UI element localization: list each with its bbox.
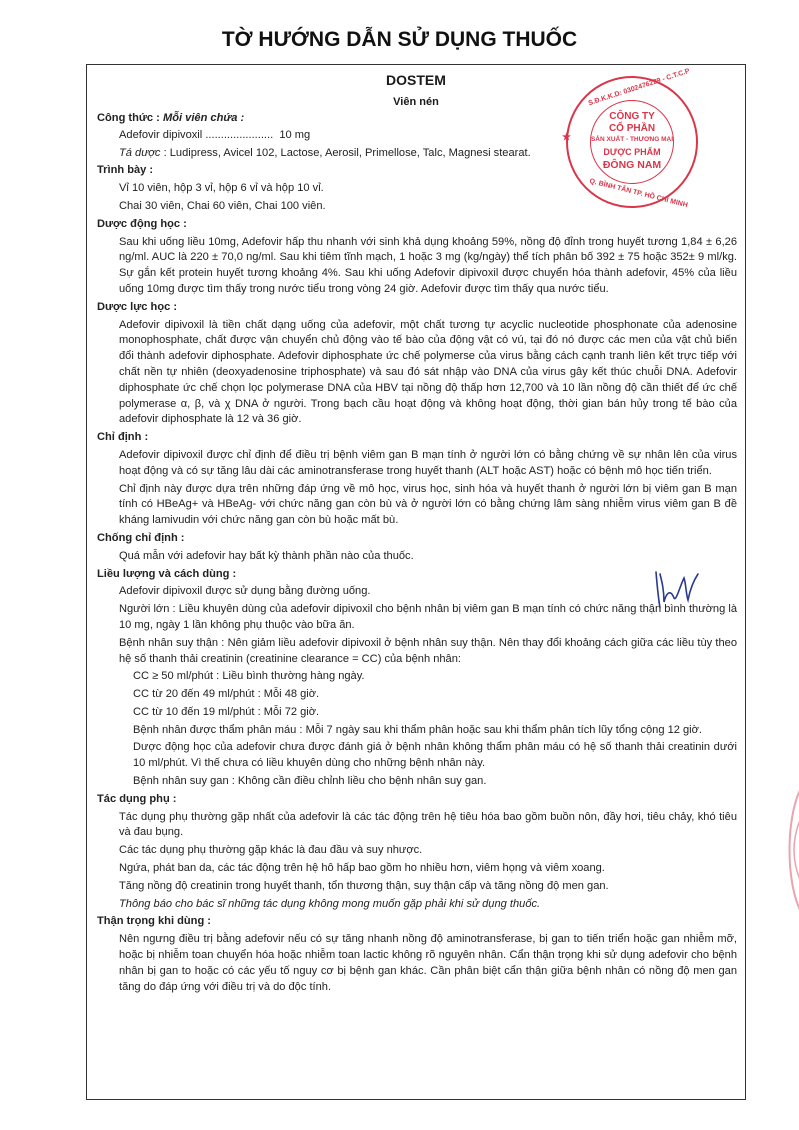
contraindications-text: Quá mẫn với adefovir hay bất kỳ thành phần nào của thuốc. (119, 549, 414, 562)
side-effects-paragraph-1: Tác dụng phụ thường gặp nhất của adefovir là các tác động trên hệ tiêu hóa bao gồm buồn nôn, đầy hơi, tiêu chảy, khó tiêu và đau bụng. (119, 810, 737, 839)
contraindications-heading: Chống chỉ định : (97, 531, 185, 544)
formula-heading-italic: Mỗi viên chứa : (162, 112, 245, 124)
formula-heading: Công thức : Mỗi viên chứa : (97, 112, 245, 124)
precautions-heading: Thận trọng khi dùng : (97, 915, 211, 928)
indications-paragraph-1: Adefovir dipivoxil được chỉ định để điều trị bệnh viêm gan B mạn tính ở người lớn có bằng chứng về sự nhân lên của virus hoạt động và có sự tăng lâu dài các aminotransferase trong huyết thanh (ALT hoặc AST) hoặc có bệnh mô học tiến triển. (119, 448, 737, 477)
excipients-label: Tá dược (119, 146, 161, 159)
precautions-text: Nên ngưng điều trị bằng adefovir nếu có sự tăng nhanh nồng độ aminotransferase, bị gan to tiến triển hoặc gan nhiễm mỡ, hoặc bị nhiễm toan chuyển hóa hoặc nhiễm toan lactic không rõ nguyên nhân. Cẩn thận trọng khi sử dụng adefovir cho bệnh nhân bị gan to hoặc có các yếu tố nguy cơ bị bệnh gan khác. Cần phân biệt cẩn thận giữa bệnh nhân có nồng độ men gan tăng do đáp ứng với điều trị và do độc tính. (119, 933, 737, 993)
indications-heading: Chỉ định : (97, 431, 149, 444)
side-effects-notice: Thông báo cho bác sĩ những tác dụng không mong muốn gặp phải khi sử dụng thuốc. (119, 897, 541, 910)
dosage-hepatic: Bệnh nhân suy gan : Không cần điều chỉnh liều cho bệnh nhân suy gan. (133, 775, 487, 788)
dosage-hemodialysis: Bệnh nhân được thẩm phân máu : Mỗi 7 ngày sau khi thẩm phân hoặc sau khi thẩm phân tích lũy tổng cộng 12 giờ. (133, 723, 703, 736)
packaging-heading: Trình bày : (97, 164, 154, 177)
signature-icon (650, 564, 700, 612)
ingredient-amount: 10 mg (279, 128, 311, 141)
dosage-pk-note: Dược động học của adefovir chưa được đánh giá ở bệnh nhân không thẩm phân máu có hệ số thanh thải creatinin dưới 10 ml/phút. Vì thế chưa có liều khuyên dùng cho những bệnh nhân này. (133, 741, 737, 770)
stamp-line-4: DƯỢC PHẨM (603, 147, 661, 157)
dosage-cc-2: CC từ 20 đến 49 ml/phút : Mỗi 48 giờ. (133, 688, 320, 701)
pharmacodynamics-text: Adefovir dipivoxil là tiền chất dạng uống của adefovir, một chất tương tự acyclic nucleotide phosphonate của adenosine monophosphate, chất được vận chuyển chủ động vào tế bào của động vật có vú, tại đó nó được các men của vật chủ biến đổi thành adefovir diphosphate. Adefovir diphosphate ức chế polymerse của virus bằng cách cạnh tranh liên kết trực tiếp với chất nền tự nhiên (deoxyadenosine triphosphate) và sau đó sát nhập vào DNA của virus gây kết thúc chuỗi DNA. Adefovir diphosphate ức chế chọn lọc polymerase DNA của HBV tại nồng độ thấp hơn 12,700 và 10 lần nồng độ cần thiết để ức chế polymerase α, β, và χ DNA ở người. Trong bạch cầu hoạt động và không hoạt động, thời gian bán hủy trong tế bào của adefovir diphosphate là 12 và 36 giờ. (119, 318, 737, 426)
dosage-renal: Bệnh nhân suy thận : Nên giảm liều adefovir dipivoxil ở bệnh nhân suy thận. Nên thay đổi khoảng cách giữa các liều tùy theo hệ số thanh thải creatinin (creatinine clearance = CC) của bệnh nhân: (119, 636, 737, 665)
stamp-star-icon: ★ (562, 132, 571, 143)
dosage-cc-3: CC từ 10 đến 19 ml/phút : Mỗi 72 giờ. (133, 705, 320, 718)
dosage-heading: Liều lượng và cách dùng : (97, 567, 237, 580)
stamp-line-3: SẢN XUẤT - THƯƠNG MẠI (590, 136, 674, 143)
indications-paragraph-2: Chỉ định này được dựa trên những đáp ứng về mô học, virus học, sinh hóa và huyết thanh ở người lớn bị viêm gan B mạn tính có HBeAg+ và HBeAg- với chức năng gan còn bù và ở người lớn có bằng chứng lâm sàng nhiễm virus viêm gan B đề kháng lamivudin với chức năng gan còn bù hoặc mất bù. (119, 482, 737, 527)
partial-stamp-edge-icon (780, 790, 799, 910)
excipients-list: : Ludipress, Avicel 102, Lactose, Aerosil, Primellose, Talc, Magnesi stearat. (160, 146, 531, 159)
company-stamp (562, 67, 698, 210)
pharmacodynamics-heading: Dược lực học : (97, 300, 178, 313)
side-effects-heading: Tác dụng phụ : (97, 792, 177, 805)
packaging-line-1: Vỉ 10 viên, hộp 3 vỉ, hộp 6 vỉ và hộp 10 vỉ. (119, 182, 324, 195)
leaflet-content (97, 109, 737, 995)
stamp-line-1: CÔNG TY (609, 111, 655, 122)
dosage-paragraph-1: Adefovir dipivoxil được sử dụng bằng đường uống. (119, 585, 371, 598)
pharmacokinetics-text: Sau khi uống liều 10mg, Adefovir hấp thu nhanh với sinh khả dụng khoảng 59%, nồng độ đỉnh trong huyết tương 1,84 ± 6,26 ng/ml. AUC là 220 ± 70,0 ng/ml. Sau khi tiêm tĩnh mạch, 1 hoặc 3 mg (kg/ngày) thể tích phân bố 392 ± 75 hoặc 352± 9 ml/kg. Sự gắn kết protein huyết tương khoảng 4%. Sau khi uống Adefovir dipivoxil được chuyển hóa thành adefovir, 45% của liều uống 10mg được tìm thấy trong nước tiểu trong vòng 24 giờ. Adefovir được tìm thấy qua nước tiểu. (119, 235, 737, 295)
dosage-adults: Người lớn : Liều khuyên dùng của adefovir dipivoxil cho bệnh nhân bị viêm gan B mạn tính có chức năng thận bình thường là 10 mg, ngày 1 lần không phụ thuộc vào bữa ăn. (119, 603, 737, 631)
ingredient-name: Adefovir dipivoxil (119, 128, 203, 141)
ingredient-dots: ...................... (205, 128, 274, 141)
side-effects-paragraph-3: Ngứa, phát ban da, các tác động trên hệ hô hấp bao gồm ho nhiều hơn, viêm họng và viêm xoang. (119, 862, 605, 875)
dosage-cc-1: CC ≥ 50 ml/phút : Liều bình thường hàng ngày. (133, 670, 365, 683)
pharmacokinetics-heading: Dược động học : (97, 217, 187, 230)
document-title: TỜ HƯỚNG DẪN SỬ DỤNG THUỐC (221, 28, 578, 51)
side-effects-paragraph-2: Các tác dụng phụ thường gặp khác là đau đầu và suy nhược. (119, 844, 423, 857)
side-effects-paragraph-4: Tăng nồng độ creatinin trong huyết thanh, tổn thương thận, suy thận cấp và tăng nồng độ men gan. (119, 879, 609, 892)
stamp-line-2: CỔ PHẦN (608, 123, 656, 134)
stamp-line-5: ĐÔNG NAM (602, 159, 662, 171)
packaging-line-2: Chai 30 viên, Chai 60 viên, Chai 100 viên. (119, 199, 326, 212)
stamp-ring-bottom: Q. BÌNH TÂN TP. HỒ CHÍ MINH (588, 177, 689, 210)
product-name: DOSTEM (386, 72, 446, 88)
stamp-ring-top: S.Đ.K.K.D: 0302476229 - C.T.C.P (587, 67, 691, 108)
dosage-form: Viên nén (393, 96, 439, 108)
